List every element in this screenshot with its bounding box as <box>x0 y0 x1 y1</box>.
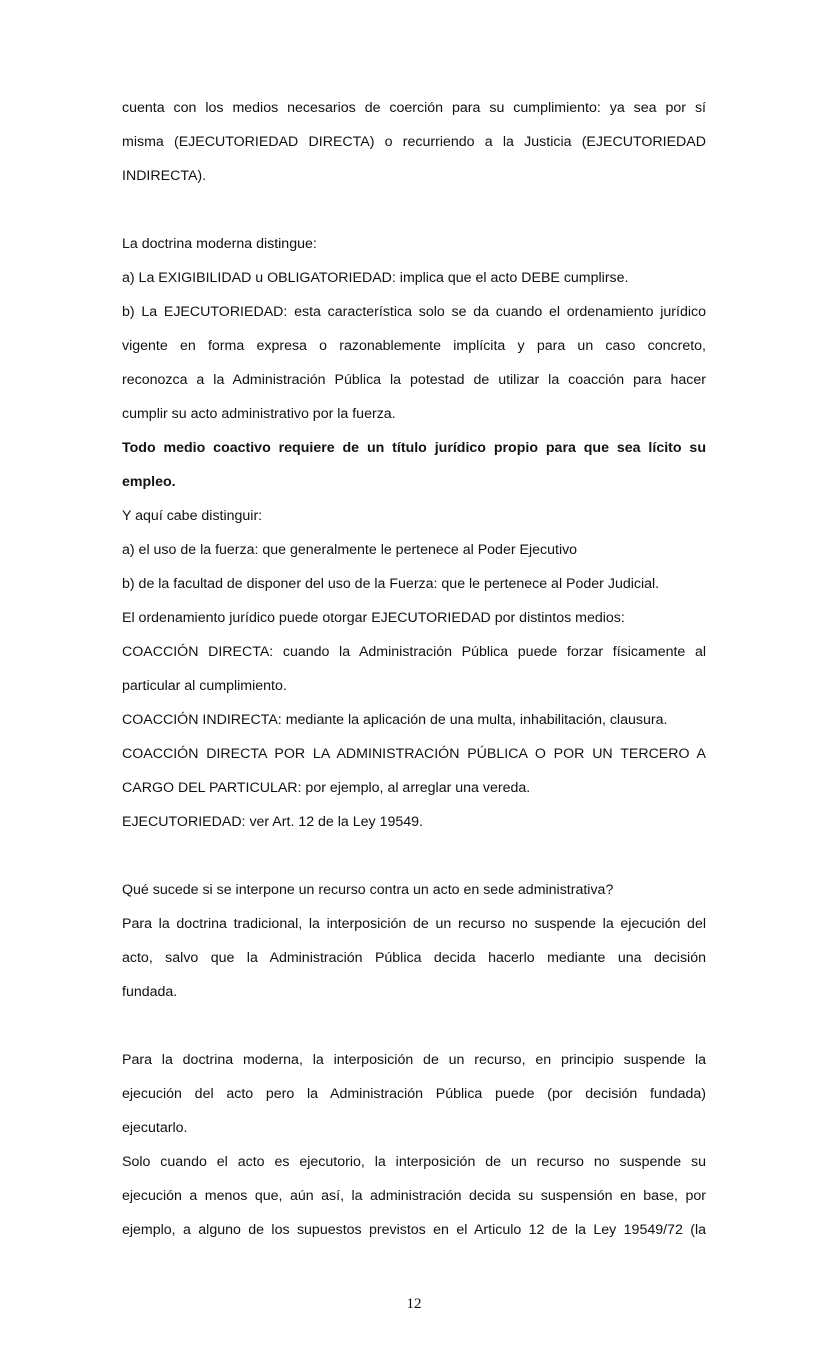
text-line: ejemplo, a alguno de los supuestos previstos en el Articulo 12 de la Ley 19549/72 (la <box>122 1222 706 1238</box>
paragraph-gap <box>122 839 706 873</box>
text-line: reconozca a la Administración Pública la potestad de utilizar la coacción para hacer <box>122 372 706 388</box>
text-line: Para la doctrina tradicional, la interposición de un recurso no suspende la ejecución del <box>122 916 706 932</box>
text-line: ejecución del acto pero la Administración Pública puede (por decisión fundada) <box>122 1086 706 1102</box>
paragraph-gap <box>122 193 706 227</box>
text-line: cumplir su acto administrativo por la fuerza. <box>122 406 396 422</box>
page-number: 12 <box>406 1296 422 1312</box>
text-line: acto, salvo que la Administración Pública decida hacerlo mediante una decisión <box>122 950 706 966</box>
text-line: COACCIÓN INDIRECTA: mediante la aplicación de una multa, inhabilitación, clausura. <box>122 712 668 728</box>
text-line: ejecutarlo. <box>122 1120 188 1136</box>
text-line: El ordenamiento jurídico puede otorgar EJECUTORIEDAD por distintos medios: <box>122 610 625 626</box>
text-line: Y aquí cabe distinguir: <box>122 508 263 524</box>
text-line: CARGO DEL PARTICULAR: por ejemplo, al arreglar una vereda. <box>122 780 531 796</box>
text-line: vigente en forma expresa o razonablemente implícita y para un caso concreto, <box>122 338 706 354</box>
text-line: fundada. <box>122 984 178 1000</box>
text-line: particular al cumplimiento. <box>122 678 287 694</box>
bold-text-line: empleo. <box>122 474 176 490</box>
text-line: ejecución a menos que, aún así, la administración decida su suspensión en base, por <box>122 1188 706 1204</box>
text-line: a) el uso de la fuerza: que generalmente le pertenece al Poder Ejecutivo <box>122 542 578 558</box>
text-line: a) La EXIGIBILIDAD u OBLIGATORIEDAD: implica que el acto DEBE cumplirse. <box>122 270 629 286</box>
text-line: Solo cuando el acto es ejecutorio, la interposición de un recurso no suspende su <box>122 1154 706 1170</box>
text-line: EJECUTORIEDAD: ver Art. 12 de la Ley 19549. <box>122 814 423 830</box>
text-line: b) La EJECUTORIEDAD: esta característica solo se da cuando el ordenamiento jurídico <box>122 304 706 320</box>
text-line: b) de la facultad de disponer del uso de la Fuerza: que le pertenece al Poder Judicial. <box>122 576 660 592</box>
text-line: INDIRECTA). <box>122 168 207 184</box>
text-line: La doctrina moderna distingue: <box>122 236 317 252</box>
text-line: misma (EJECUTORIEDAD DIRECTA) o recurriendo a la Justicia (EJECUTORIEDAD <box>122 134 706 150</box>
text-line: COACCIÓN DIRECTA: cuando la Administración Pública puede forzar físicamente al <box>122 644 706 660</box>
text-line: Qué sucede si se interpone un recurso contra un acto en sede administrativa? <box>122 882 614 898</box>
text-line: Para la doctrina moderna, la interposición de un recurso, en principio suspende la <box>122 1052 706 1068</box>
text-line: cuenta con los medios necesarios de coerción para su cumplimiento: ya sea por sí <box>122 100 706 116</box>
document-body <box>122 91 706 1247</box>
paragraph-gap <box>122 1009 706 1043</box>
bold-text-line: Todo medio coactivo requiere de un título jurídico propio para que sea lícito su <box>122 440 706 456</box>
text-line: COACCIÓN DIRECTA POR LA ADMINISTRACIÓN PÚBLICA O POR UN TERCERO A <box>122 746 706 762</box>
